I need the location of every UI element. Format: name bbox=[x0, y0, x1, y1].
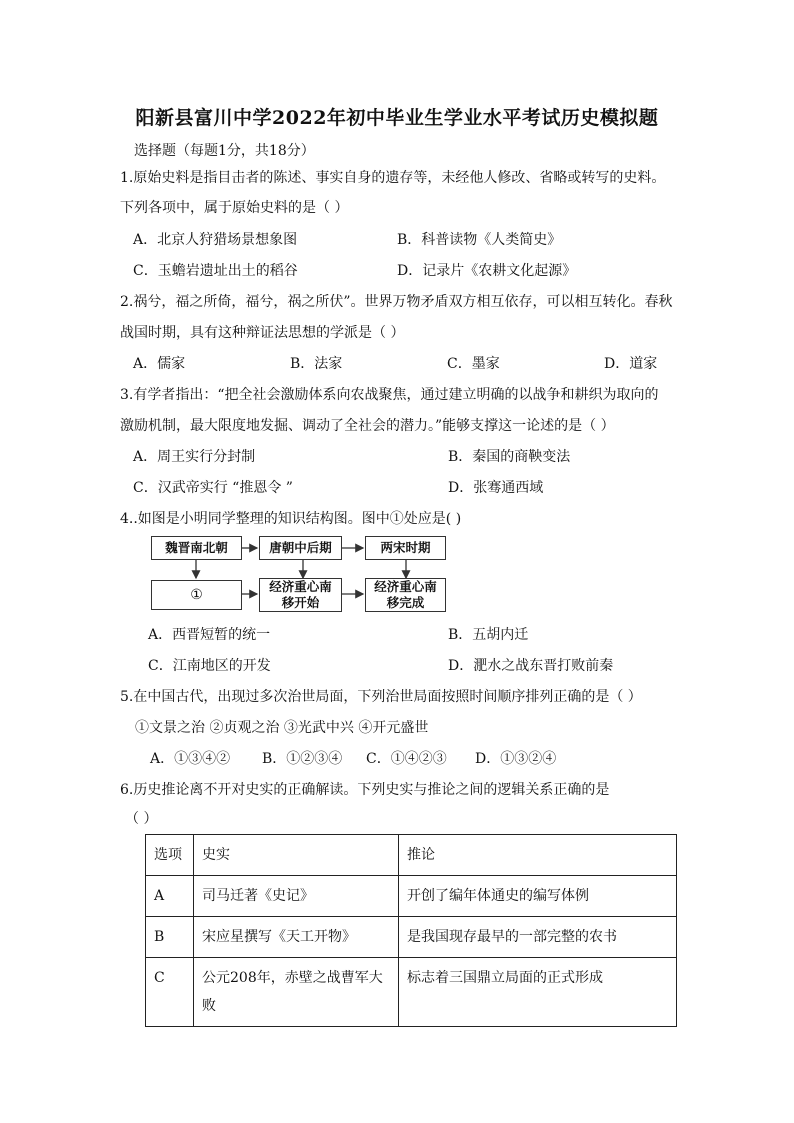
q5-option-b: B．①②③④ bbox=[262, 751, 343, 767]
q4-option-c: C．江南地区的开发 bbox=[148, 658, 271, 674]
q3-option-c: C．汉武帝实行 “推恩令 ” bbox=[133, 480, 293, 496]
q3-option-a: A．周王实行分封制 bbox=[133, 449, 256, 465]
diagram-box-tang: 唐朝中后期 bbox=[259, 536, 342, 560]
table-cell: C bbox=[146, 958, 194, 1027]
q5-option-c: C．①④②③ bbox=[366, 751, 447, 767]
q2-option-a: A．儒家 bbox=[133, 356, 186, 372]
q2-option-c: C．墨家 bbox=[447, 356, 500, 372]
q6-stem-line2: （ ） bbox=[125, 811, 158, 827]
table-header-row bbox=[146, 835, 677, 876]
diagram-box-blank-1: ① bbox=[151, 580, 242, 610]
q1-option-c: C．玉蟾岩遗址出土的稻谷 bbox=[133, 263, 298, 279]
diagram-box-wei-jin: 魏晋南北朝 bbox=[151, 536, 242, 560]
q3-stem-line1: 3.有学者指出：“把全社会激励体系向农战聚焦，通过建立明确的以战争和耕织为取向的 bbox=[120, 387, 659, 403]
q1-option-a: A．北京人狩猎场景想象图 bbox=[133, 232, 298, 248]
q6-table bbox=[145, 834, 677, 1027]
q1-option-d: D．记录片《农耕文化起源》 bbox=[397, 263, 577, 279]
table-cell: B bbox=[146, 917, 194, 958]
table-cell: 公元208年，赤壁之战曹军大败 bbox=[194, 958, 399, 1027]
table-header-cell: 史实 bbox=[194, 835, 399, 876]
section-heading: 选择题（每题1分，共18分） bbox=[134, 143, 315, 159]
table-cell: A bbox=[146, 876, 194, 917]
diagram-box-shift-begin: 经济重心南移开始 bbox=[259, 578, 342, 612]
q5-stem: 5.在中国古代，出现过多次治世局面，下列治世局面按照时间顺序排列正确的是（ ） bbox=[120, 689, 642, 705]
table-header-cell: 选项 bbox=[146, 835, 194, 876]
q1-stem-line1: 1.原始史料是指目击者的陈述、事实自身的遗存等，未经他人修改、省略或转写的史料。 bbox=[120, 170, 666, 186]
q2-stem-line1: 2.祸兮，福之所倚，福兮，祸之所伏”。世界万物矛盾双方相互依存，可以相互转化。春秋 bbox=[120, 294, 673, 310]
table-header-cell: 推论 bbox=[399, 835, 677, 876]
q3-option-d: D．张骞通西域 bbox=[448, 480, 544, 496]
table-cell: 标志着三国鼎立局面的正式形成 bbox=[399, 958, 677, 1027]
table-row bbox=[146, 876, 677, 917]
q1-stem-line2: 下列各项中，属于原始史料的是（ ） bbox=[120, 200, 349, 216]
diagram-box-song: 两宋时期 bbox=[365, 536, 446, 560]
q5-option-d: D．①③②④ bbox=[475, 751, 557, 767]
q5-items: ①文景之治 ②贞观之治 ③光武中兴 ④开元盛世 bbox=[135, 720, 429, 736]
q1-option-b: B．科普读物《人类简史》 bbox=[397, 232, 562, 248]
q5-option-a: A．①③④② bbox=[150, 751, 231, 767]
q4-option-a: A．西晋短暂的统一 bbox=[148, 627, 271, 643]
q6-stem-line1: 6.历史推论离不开对史实的正确解读。下列史实与推论之间的逻辑关系正确的是 bbox=[120, 782, 610, 798]
exam-title: 阳新县富川中学2022年初中毕业生学业水平考试历史模拟题 bbox=[135, 107, 659, 129]
table-cell: 是我国现存最早的一部完整的农书 bbox=[399, 917, 677, 958]
q4-stem: 4..如图是小明同学整理的知识结构图。图中①处应是( ) bbox=[120, 511, 462, 527]
q3-stem-line2: 激励机制，最大限度地发掘、调动了全社会的潜力。”能够支撑这一论述的是（ ） bbox=[120, 418, 615, 434]
diagram-box-shift-complete: 经济重心南移完成 bbox=[365, 578, 446, 612]
q2-option-b: B．法家 bbox=[290, 356, 343, 372]
q3-option-b: B．秦国的商鞅变法 bbox=[448, 449, 571, 465]
q2-option-d: D．道家 bbox=[604, 356, 658, 372]
table-row bbox=[146, 917, 677, 958]
knowledge-structure-diagram bbox=[151, 536, 451, 614]
q4-option-d: D．淝水之战东晋打败前秦 bbox=[448, 658, 614, 674]
table-row bbox=[146, 958, 677, 1027]
table-cell: 宋应星撰写《天工开物》 bbox=[194, 917, 399, 958]
q4-option-b: B．五胡内迁 bbox=[448, 627, 529, 643]
table-cell: 开创了编年体通史的编写体例 bbox=[399, 876, 677, 917]
table-cell: 司马迁著《史记》 bbox=[194, 876, 399, 917]
q2-stem-line2: 战国时期，具有这种辩证法思想的学派是（ ） bbox=[120, 325, 405, 341]
